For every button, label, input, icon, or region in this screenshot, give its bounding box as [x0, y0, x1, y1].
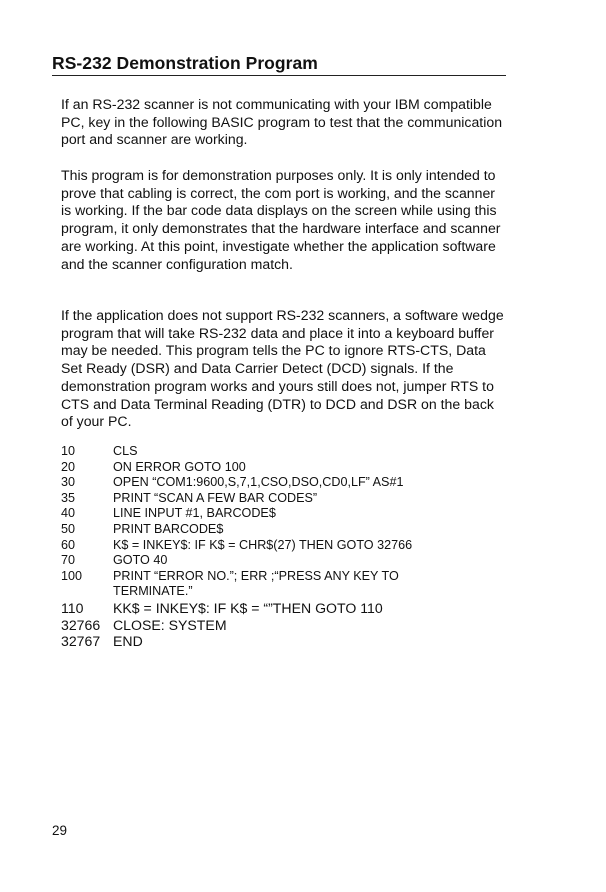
program-line [61, 475, 506, 491]
line-number: 50 [61, 521, 76, 536]
line-statement: END [113, 633, 143, 650]
line-number: 110 [61, 599, 84, 616]
program-line [61, 553, 506, 569]
line-statement: OPEN “COM1:9600,S,7,1,CSO,DSO,CD0,LF” AS#1 [113, 475, 404, 490]
line-number: 40 [61, 506, 76, 521]
program-line [61, 633, 506, 650]
line-number: 60 [61, 537, 76, 552]
line-number: 30 [61, 475, 76, 490]
program-line [61, 444, 506, 460]
statement-text: PRINT “ERROR NO.”; ERR ;“PRESS ANY KEY TO [113, 568, 399, 583]
section-heading: RS-232 Demonstration Program [52, 53, 318, 73]
wedge-paragraph: If the application does not support RS-232 scanners, a software wedge program that will take RS-232 data and place it into a keyboard buffer may be needed. This program tells the PC to ignore RTS-CTS, Data Set Ready (DSR) and Data Carrier Detect (DCD) signals. If the demonstration program works and yours still does not, jumper RTS to CTS and Data Terminal Reading (DTR) to DCD and DSR on the back of your PC. [61, 307, 504, 430]
program-line [61, 460, 506, 476]
line-statement: PRINT “SCAN A FEW BAR CODES” [113, 490, 318, 505]
line-statement: CLS [113, 444, 138, 458]
line-statement [113, 569, 506, 600]
program-line [61, 522, 506, 538]
line-statement: GOTO 40 [113, 553, 168, 568]
page-number: 29 [52, 823, 68, 838]
line-number: 100 [61, 568, 83, 583]
statement-continuation: TERMINATE.” [113, 584, 193, 599]
line-statement: CLOSE: SYSTEM [113, 616, 227, 633]
line-number: 70 [61, 553, 76, 568]
basic-program-listing [61, 444, 506, 650]
line-number: 35 [61, 490, 76, 505]
line-statement: LINE INPUT #1, BARCODE$ [113, 506, 276, 521]
line-statement: PRINT BARCODE$ [113, 521, 224, 536]
line-statement: KK$ = INKEY$: IF K$ = “”THEN GOTO 110 [113, 599, 383, 616]
program-line [61, 491, 506, 507]
program-line [61, 569, 506, 600]
line-statement: K$ = INKEY$: IF K$ = CHR$(27) THEN GOTO 32766 [113, 537, 413, 552]
line-number: 20 [61, 459, 76, 474]
program-line [61, 617, 506, 634]
line-number: 32766 [61, 616, 101, 633]
program-line [61, 538, 506, 554]
line-number: 10 [61, 444, 76, 458]
intro-paragraph: If an RS-232 scanner is not communicating with your IBM compatible PC, key in the following BASIC program to test that the communication port and scanner are working. [61, 96, 503, 148]
purpose-paragraph: This program is for demonstration purposes only. It is only intended to prove that cabling is correct, the com port is working, and the scanner is working. If the bar code data displays on the screen while using this program, it only demonstrates that the hardware interface and scanner are working. At this point, investigate whether the application software and the scanner configuration match. [61, 167, 501, 272]
line-number: 32767 [61, 633, 101, 650]
program-line [61, 506, 506, 522]
heading-underline [52, 75, 506, 76]
program-line [61, 600, 506, 617]
line-statement: ON ERROR GOTO 100 [113, 459, 246, 474]
